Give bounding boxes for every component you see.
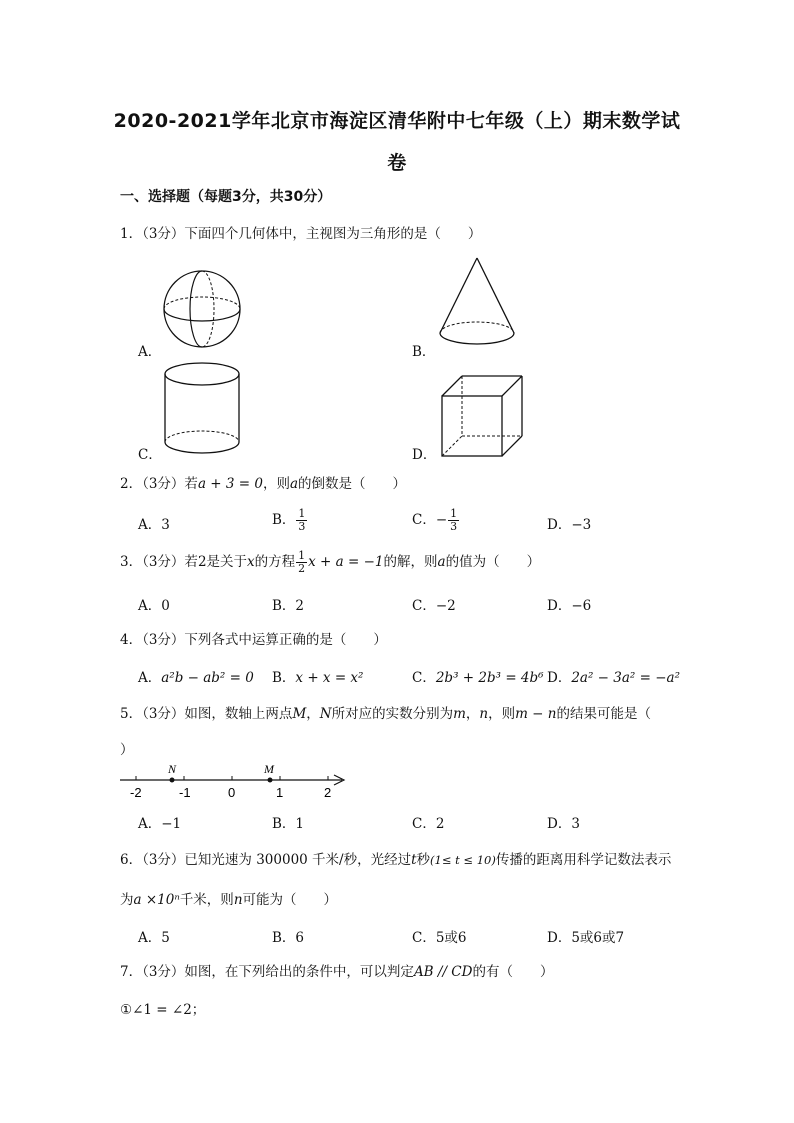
q2-option-c[interactable]: C．− $\frac{1}{3}$	[412, 507, 458, 533]
tick-label: -2	[130, 785, 142, 800]
sphere-figure	[160, 265, 250, 355]
tick-label: -1	[179, 785, 191, 800]
q6-option-c[interactable]: C．5或6	[412, 930, 467, 946]
q4-option-d[interactable]: D．2a² − 3a² = −a²	[547, 670, 680, 686]
q2-option-a[interactable]: A．3	[138, 517, 170, 533]
page-title: 2020-2021学年北京市海淀区清华附中七年级（上）期末数学试	[113, 110, 681, 132]
question-6-stem-continued: 为a ×10ⁿ千米，则n可能为（ ）	[120, 892, 338, 908]
label-m: M	[264, 762, 274, 776]
q1-option-c-label[interactable]: C．	[138, 447, 162, 463]
q6-option-a[interactable]: A．5	[138, 930, 170, 946]
q3-option-d[interactable]: D．−6	[547, 598, 592, 614]
section-heading: 一、选择题（每题3分，共30分）	[120, 189, 332, 205]
tick-label: 1	[276, 785, 284, 800]
tick-label: 0	[228, 785, 236, 800]
q5-option-d[interactable]: D．3	[547, 816, 580, 832]
q1-option-b-label[interactable]: B．	[412, 344, 436, 360]
q1-option-a-label[interactable]: A．	[138, 344, 162, 360]
question-6-stem: 6．（3分）已知光速为 300000 千米/秒，光经过t秒(1≤ t ≤ 10)传播的距离用科学记数法表示	[120, 852, 672, 868]
page-title-continued: 卷	[387, 152, 407, 174]
cube-figure	[438, 372, 530, 464]
question-5-stem-continued: ）	[120, 742, 134, 758]
question-4-stem: 4．（3分）下列各式中运算正确的是（ ）	[120, 632, 387, 648]
question-7-stem: 7．（3分）如图，在下列给出的条件中，可以判定AB // CD的有（ ）	[120, 964, 554, 980]
question-1-stem: 1．（3分）下面四个几何体中，主视图为三角形的是（ ）	[120, 226, 482, 242]
label-n: N	[168, 762, 177, 776]
q3-option-a[interactable]: A．0	[138, 598, 170, 614]
q2-option-d[interactable]: D．−3	[547, 517, 592, 533]
q5-option-a[interactable]: A．−1	[138, 816, 182, 832]
cone-figure	[436, 255, 526, 350]
q4-option-b[interactable]: B．x + x = x²	[272, 670, 364, 686]
q5-option-b[interactable]: B．1	[272, 816, 305, 832]
question-5-stem: 5．（3分）如图，数轴上两点M，N所对应的实数分别为m，n，则m − n的结果可能是（	[120, 706, 651, 722]
question-7-condition-1: ①∠1 = ∠2；	[120, 1002, 206, 1018]
q6-option-d[interactable]: D．5或6或7	[547, 930, 625, 946]
q2-option-b[interactable]: B． $\frac{1}{3}$	[272, 507, 306, 533]
number-line-figure	[118, 760, 350, 802]
q4-option-c[interactable]: C．2b³ + 2b³ = 4b⁶	[412, 670, 544, 686]
q1-option-d-label[interactable]: D．	[412, 447, 437, 463]
q3-option-b[interactable]: B．2	[272, 598, 305, 614]
q6-option-b[interactable]: B．6	[272, 930, 305, 946]
cylinder-figure	[162, 360, 246, 460]
point-m	[268, 778, 273, 783]
tick-label: 2	[324, 785, 332, 800]
q3-option-c[interactable]: C．−2	[412, 598, 456, 614]
q4-option-a[interactable]: A．a²b − ab² = 0	[138, 670, 254, 686]
question-2-stem: 2．（3分）若a + 3 = 0，则a的倒数是（ ）	[120, 476, 407, 492]
question-3-stem: 3．（3分）若2是关于x的方程 $\frac{1}{2}$ x + a = −1的解，则a的值为（ ）	[120, 549, 541, 575]
point-n	[170, 778, 175, 783]
q5-option-c[interactable]: C．2	[412, 816, 445, 832]
